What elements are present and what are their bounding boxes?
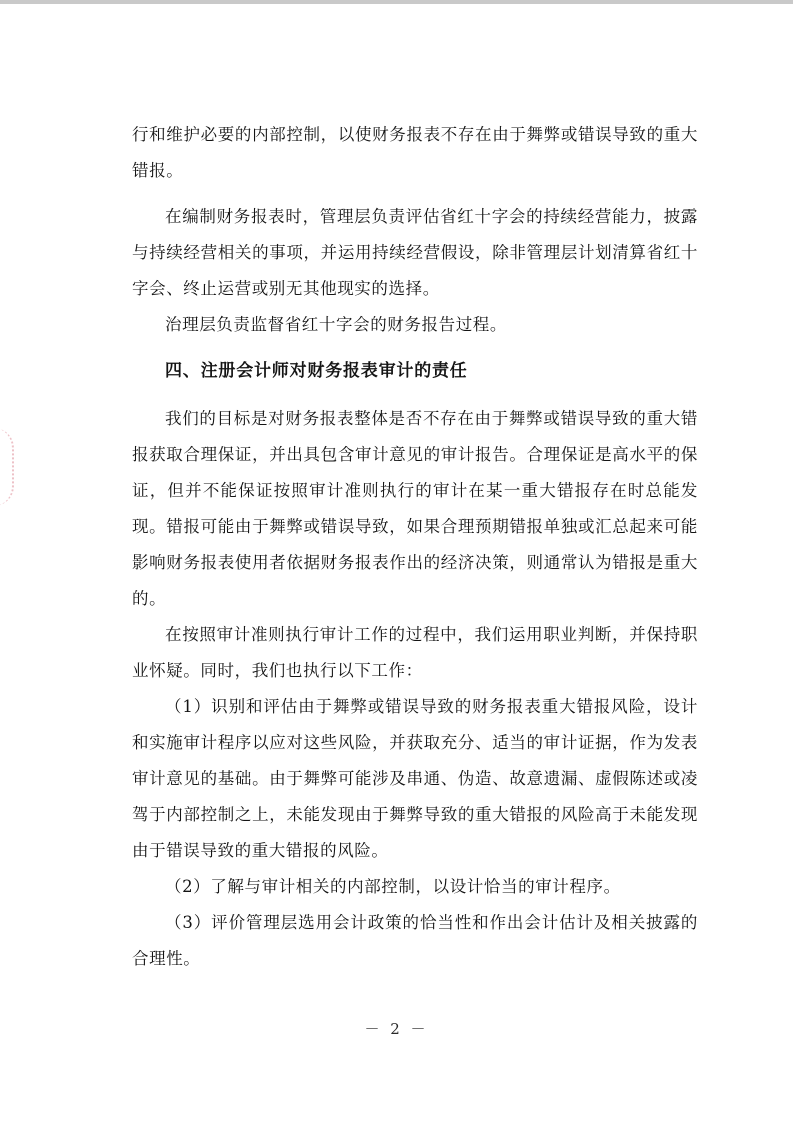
list-item-risk-assessment: （1）识别和评估由于舞弊或错误导致的财务报表重大错报风险，设计和实施审计程序以应对这些风险，并获取充分、适当的审计证据，作为发表审计意见的基础。由于舞弊可能涉及串通、伪造、故意遗漏、虚假陈述或凌驾于内部控制之上，未能发现由于舞弊导致的重大错报的风险高于未能发现由于错误导致的重大错报的风险。 (132, 697, 698, 860)
paragraph-gap (132, 189, 698, 199)
list-item-accounting-policies: （3）评价管理层选用会计政策的恰当性和作出会计估计及相关披露的合理性。 (132, 913, 698, 968)
section-heading-auditor-responsibility: 四、注册会计师对财务报表审计的责任 (165, 361, 468, 381)
paragraph-governance: 治理层负责监督省红十字会的财务报告过程。 (165, 315, 507, 334)
list-item-internal-control: （2）了解与审计相关的内部控制，以设计恰当的审计程序。 (165, 877, 621, 896)
paragraph-going-concern: 在编制财务报表时，管理层负责评估省红十字会的持续经营能力，披露与持续经营相关的事项，并运用持续经营假设，除非管理层计划清算省红十字会、终止运营或别无其他现实的选择。 (132, 207, 698, 298)
paragraph-professional-judgment: 在按照审计准则执行审计工作的过程中，我们运用职业判断，并保持职业怀疑。同时，我们也执行以下工作： (132, 625, 698, 680)
scan-top-edge (0, 0, 793, 4)
page-number: － 2 － (364, 1020, 429, 1038)
document-body (132, 117, 698, 977)
paragraph-audit-objective: 我们的目标是对财务报表整体是否不存在由于舞弊或错误导致的重大错报获取合理保证，并出具包含审计意见的审计报告。合理保证是高水平的保证，但并不能保证按照审计准则执行的审计在某一重大错报存在时总能发现。错报可能由于舞弊或错误导致，如果合理预期错报单独或汇总起来可能影响财务报表使用者依据财务报表作出的经济决策，则通常认为错报是重大的。 (132, 409, 698, 608)
paragraph-internal-control: 行和维护必要的内部控制，以使财务报表不存在由于舞弊或错误导致的重大错报。 (132, 125, 698, 180)
seal-stamp-fragment (0, 428, 14, 506)
